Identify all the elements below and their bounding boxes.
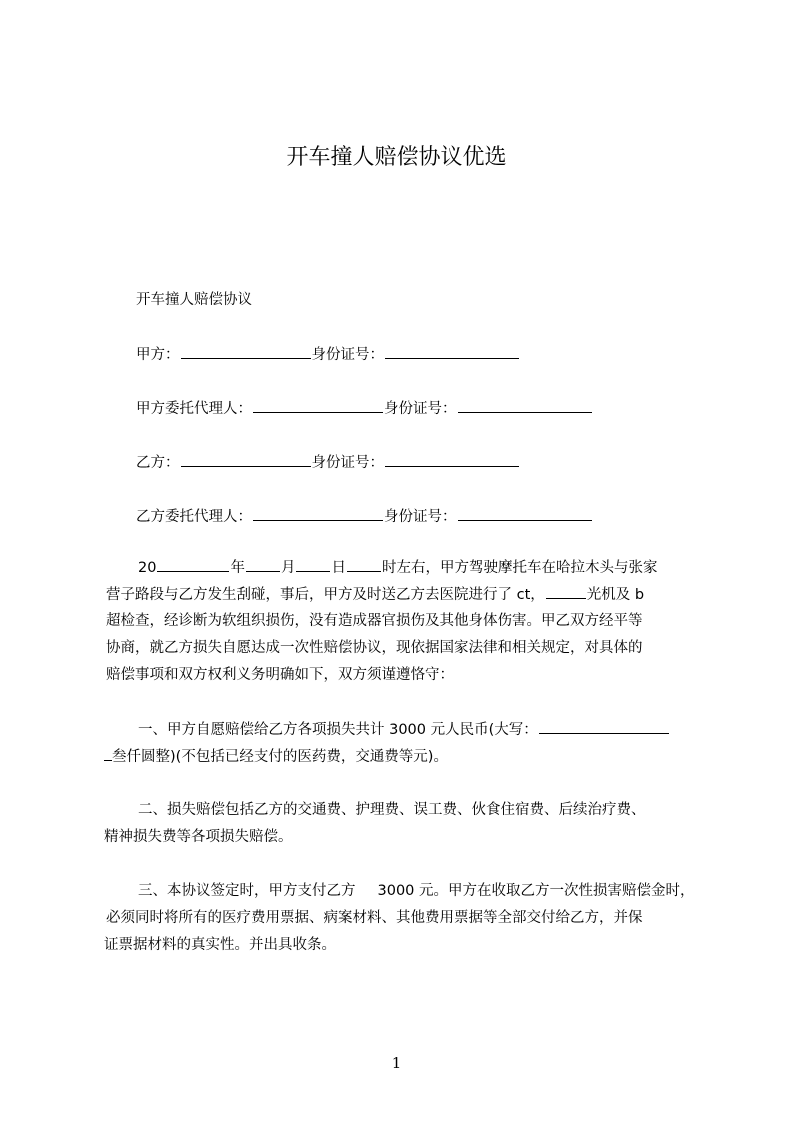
party-a-agent-id-blank bbox=[458, 398, 592, 413]
party-b-name-blank bbox=[181, 452, 311, 467]
item-1-line-2: 叁仟圆整)(不包括已经支付的医药费，交通费等元)。 bbox=[104, 746, 448, 767]
party-a-label: 甲方： bbox=[136, 347, 180, 363]
document-title: 开车撞人赔偿协议优选 bbox=[286, 145, 507, 170]
party-a-row bbox=[136, 344, 520, 365]
party-a-id-blank bbox=[385, 344, 519, 359]
party-b-id-label: 身份证号： bbox=[311, 455, 384, 471]
party-a-agent-name-blank bbox=[253, 398, 383, 413]
paragraph-1-line-1: 20 年 月 日 时左右，甲方驾驶摩托车在哈拉木头与张家 bbox=[138, 557, 657, 578]
party-a-id-label: 身份证号： bbox=[311, 347, 384, 363]
party-b-agent-name-blank bbox=[253, 506, 383, 521]
party-a-name-blank bbox=[181, 344, 311, 359]
item-2-line-1: 二、损失赔偿包括乙方的交通费、护理费、误工费、伙食住宿费、后续治疗费、 bbox=[138, 802, 646, 818]
paragraph-1-line-4: 协商，就乙方损失自愿达成一次性赔偿协议，现依据国家法律和相关规定，对具体的 bbox=[106, 640, 643, 656]
party-b-agent-id-label: 身份证号： bbox=[384, 509, 457, 525]
paragraph-1-line-2: 营子路段与乙方发生刮碰，事后，甲方及时送乙方去医院进行了 ct， 光机及 b bbox=[106, 584, 644, 605]
item-2-line-2: 精神损失费等各项损失赔偿。 bbox=[104, 829, 293, 845]
party-a-agent-row bbox=[136, 398, 593, 419]
paragraph-1-line-5: 赔偿事项和双方权利义务明确如下，双方须谨遵恪守： bbox=[106, 667, 454, 683]
party-b-agent-id-blank bbox=[458, 506, 592, 521]
item-1-line-1: 一、甲方自愿赔偿给乙方各项损失共计 3000 元人民币(大写： bbox=[138, 719, 670, 740]
paragraph-1-line-3: 超检查，经诊断为软组织损伤，没有造成器官损伤及其他身体伤害。甲乙双方经平等 bbox=[106, 613, 643, 629]
party-b-agent-label: 乙方委托代理人： bbox=[136, 509, 252, 525]
subtitle: 开车撞人赔偿协议 bbox=[136, 292, 252, 308]
item-3-line-1: 三、本协议签定时，甲方支付乙方 3000 元。甲方在收取乙方一次性损害赔偿金时， bbox=[138, 883, 695, 899]
party-b-agent-row bbox=[136, 506, 593, 527]
party-b-label: 乙方： bbox=[136, 455, 180, 471]
party-b-row bbox=[136, 452, 520, 473]
party-a-agent-id-label: 身份证号： bbox=[384, 401, 457, 417]
party-b-id-blank bbox=[385, 452, 519, 467]
page-number: 1 bbox=[391, 1054, 402, 1072]
party-a-agent-label: 甲方委托代理人： bbox=[136, 401, 252, 417]
item-3-line-3: 证票据材料的真实性。并出具收条。 bbox=[104, 937, 336, 953]
item-3-line-2: 必须同时将所有的医疗费用票据、病案材料、其他费用票据等全部交付给乙方，并保 bbox=[106, 910, 643, 926]
